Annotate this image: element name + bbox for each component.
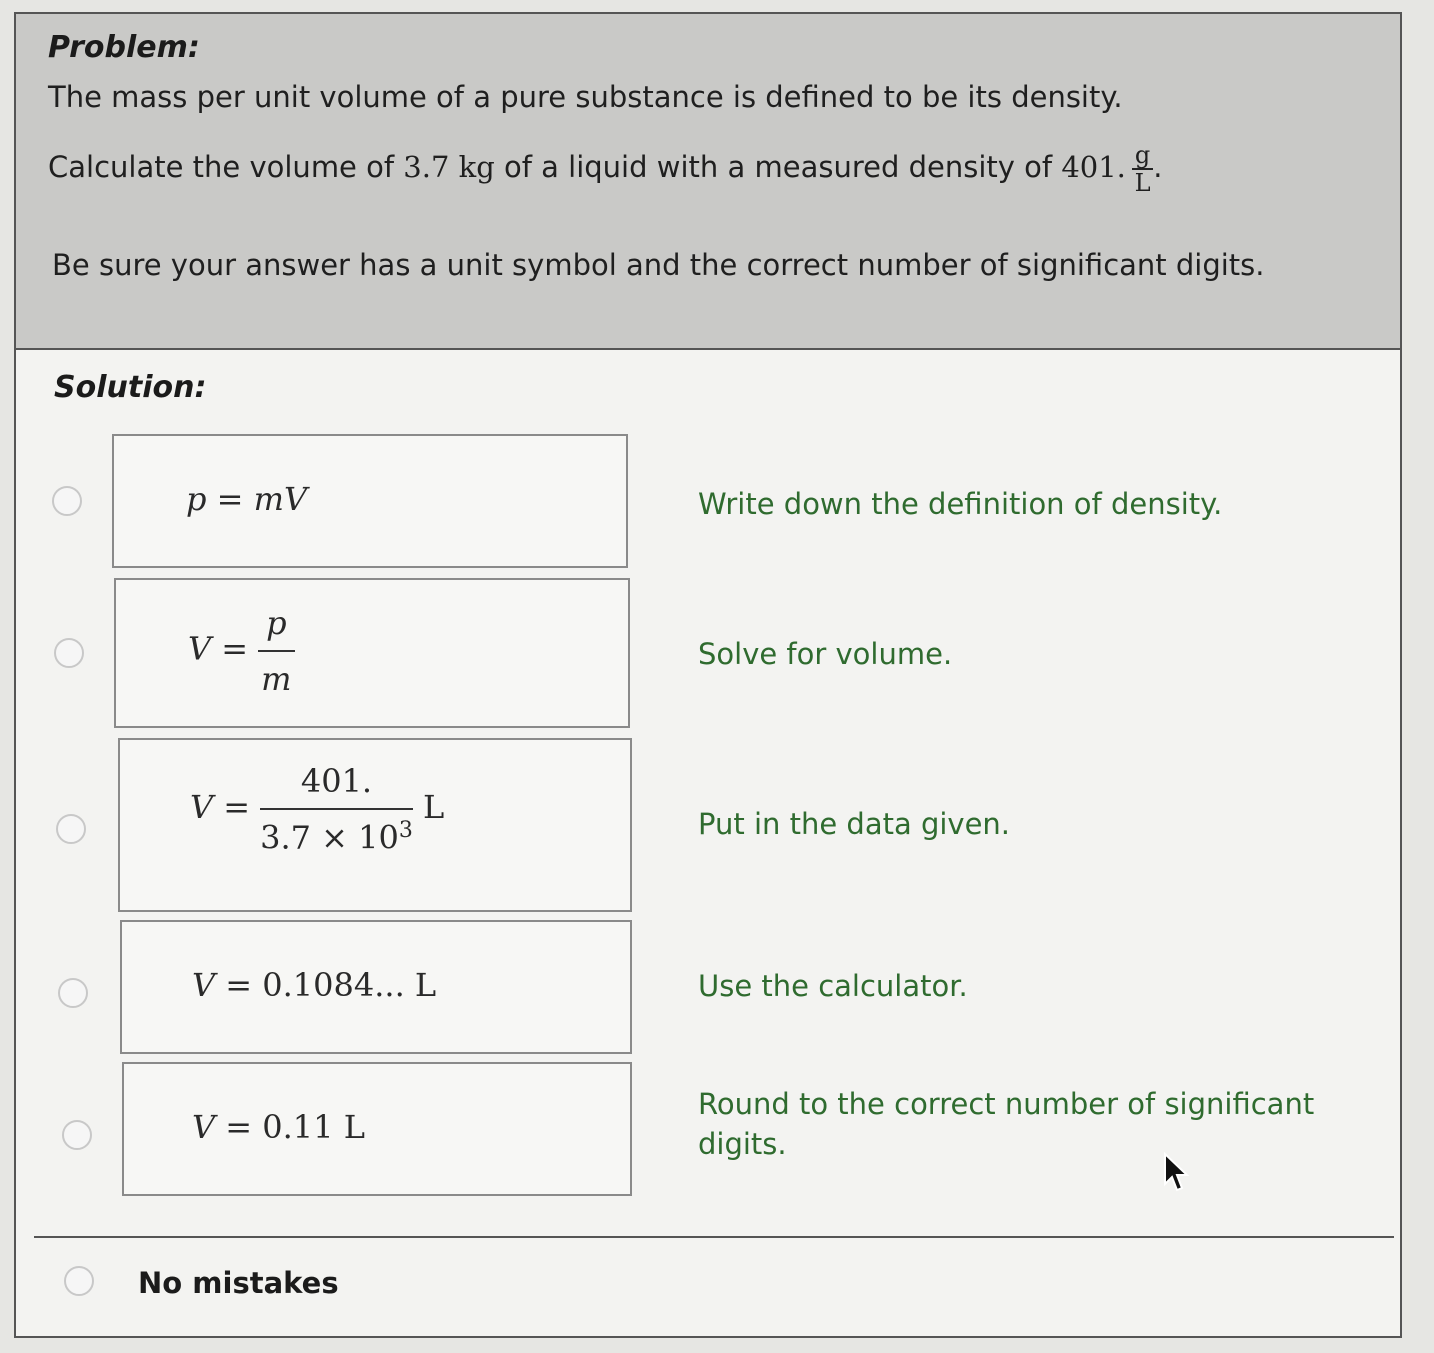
step-2-denominator: m [261, 660, 292, 698]
step-5-equation [192, 1108, 365, 1146]
step-5-rhs: 0.11 L [262, 1108, 365, 1146]
line2-suffix: . [1153, 150, 1163, 184]
line2-prefix: Calculate the volume of [48, 150, 404, 184]
step-3-description: Put in the data given. [698, 807, 1011, 841]
step-2-equals: = [221, 629, 249, 668]
step-3-equation [190, 762, 444, 857]
problem-section [16, 14, 1400, 350]
step-4-equation [192, 966, 436, 1004]
step-2-description: Solve for volume. [698, 637, 953, 671]
step-2-fraction [258, 604, 294, 698]
no-mistakes-radio-icon[interactable] [64, 1266, 94, 1296]
step-1-rhs: mV [253, 480, 308, 518]
step-3-fraction [260, 762, 413, 857]
step-3-unit: L [423, 787, 445, 826]
density-value: 401. [1061, 150, 1126, 184]
step-3-numerator: 401. [260, 762, 413, 810]
step-1-description: Write down the definition of density. [698, 487, 1223, 521]
problem-statement-line1: The mass per unit volume of a pure substance is defined to be its density. [48, 80, 1123, 114]
step-3-equation-box [118, 738, 632, 912]
question-frame [14, 12, 1402, 1338]
density-unit-denominator: L [1134, 169, 1151, 197]
step-5-lhs: V [192, 1108, 216, 1146]
step-2-equation [188, 604, 295, 698]
step-1-equation [186, 480, 307, 518]
step-5-equals: = [225, 1108, 253, 1146]
mouse-pointer-icon [1163, 1152, 1193, 1196]
no-mistakes-label: No mistakes [138, 1266, 339, 1300]
step-3-denominator [260, 810, 413, 857]
step-4-lhs: V [192, 966, 216, 1004]
problem-statement-line2 [48, 142, 1162, 196]
step-1-equals: = [216, 480, 244, 518]
step-3-equals: = [223, 787, 251, 826]
step-3-radio-icon[interactable] [56, 814, 86, 844]
step-2-radio-icon[interactable] [54, 638, 84, 668]
step-5-description: Round to the correct number of significant digits. [698, 1087, 1315, 1161]
step-4-equation-box [120, 920, 632, 1054]
problem-heading: Problem: [48, 30, 200, 65]
problem-instruction: Be sure your answer has a unit symbol and the correct number of significant digits. [52, 248, 1265, 282]
solution-heading: Solution: [54, 370, 207, 405]
line2-mid: of a liquid with a measured density of [494, 150, 1062, 184]
step-3-denominator-base: 3.7 × 10 [260, 818, 399, 857]
step-1-lhs: p [186, 480, 207, 518]
mass-value: 3.7 kg [403, 150, 495, 184]
step-1-equation-box [112, 434, 628, 568]
density-unit-numerator: g [1132, 142, 1153, 170]
step-2-lhs: V [188, 629, 212, 668]
step-1-radio-icon[interactable] [52, 486, 82, 516]
step-5-equation-box [122, 1062, 632, 1196]
step-3-lhs: V [190, 787, 214, 826]
step-3-exponent: 3 [398, 818, 413, 843]
step-5-radio-icon[interactable] [62, 1120, 92, 1150]
density-unit-fraction [1132, 142, 1153, 196]
step-2-equation-box [114, 578, 630, 728]
step-4-rhs: 0.1084... L [262, 966, 437, 1004]
step-2-numerator: p [258, 604, 294, 652]
step-4-radio-icon[interactable] [58, 978, 88, 1008]
step-4-description: Use the calculator. [698, 969, 968, 1003]
step-4-equals: = [225, 966, 253, 1004]
no-mistakes-option[interactable] [34, 1236, 1394, 1324]
